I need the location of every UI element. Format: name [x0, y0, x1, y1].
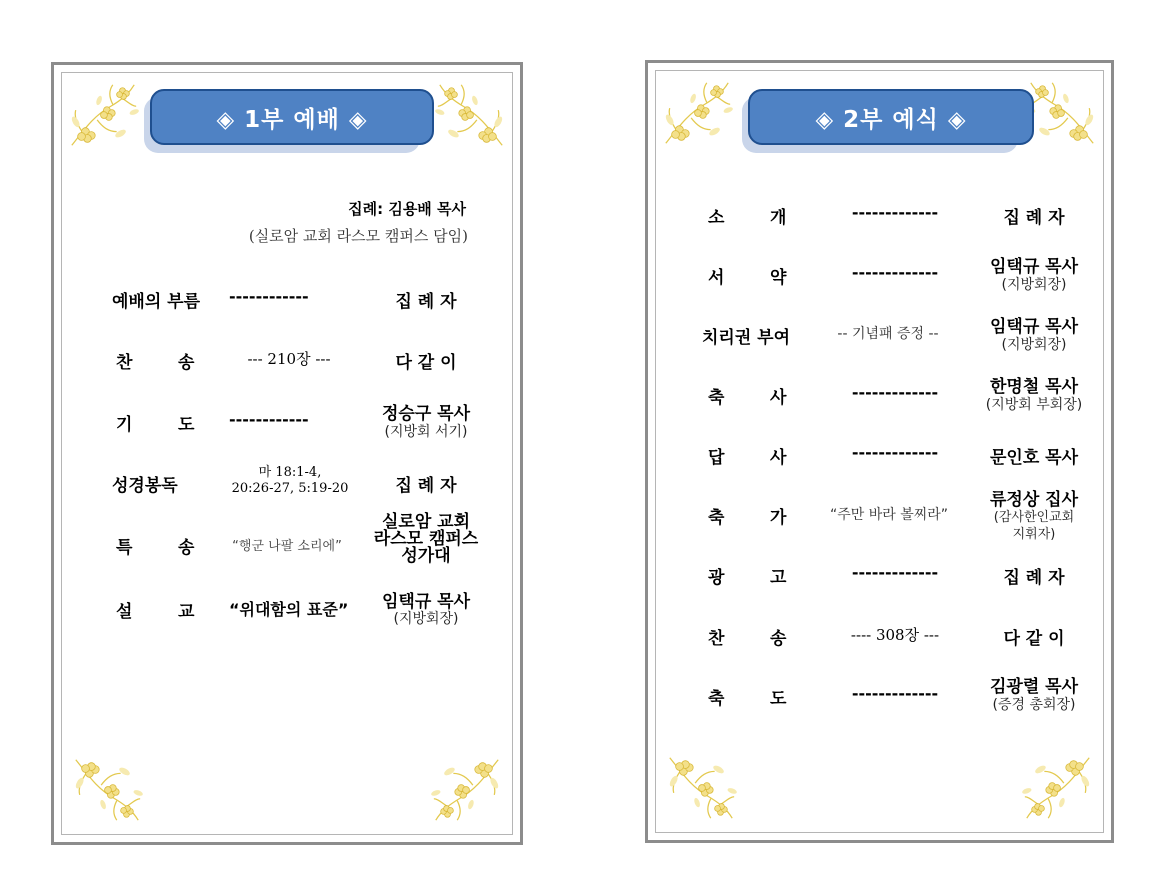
row-mid: -- 기념패 증정 --: [837, 326, 939, 342]
row-label-b: 도: [178, 415, 195, 435]
row-label: 예배의 부름: [112, 292, 201, 312]
row-label: 치리권 부여: [702, 328, 791, 348]
row-mid: “행군 나팔 소리에”: [232, 539, 342, 554]
row-sub: (지방회장): [393, 611, 459, 627]
row-sub: (지방회 서기): [384, 424, 468, 440]
row-mid: -------------: [851, 563, 939, 582]
row-right: 김광렬 목사: [989, 677, 1079, 697]
flower-flourish-icon: [428, 750, 506, 828]
row-label-a: 찬: [116, 353, 133, 373]
flower-flourish-icon: [1019, 748, 1097, 826]
row-mid: -------------: [851, 383, 939, 402]
row-label-b: 송: [178, 353, 195, 373]
row-label-a: 서: [708, 268, 725, 288]
page-title-text: ◈ 1부 예배 ◈: [216, 106, 368, 133]
row-right: 집 례 자: [1003, 568, 1065, 588]
row-sub-b: 지휘자): [1012, 527, 1056, 542]
row-mid: “위대함의 표준”: [229, 600, 349, 619]
row-label-b: 가: [770, 508, 787, 528]
officiant-line: 집례: 김용배 목사: [348, 200, 466, 218]
row-mid: ------------: [229, 287, 309, 306]
row-right: 한명철 목사: [989, 377, 1079, 397]
flower-flourish-icon: [1023, 75, 1101, 153]
row-right: 임택규 목사: [381, 592, 471, 612]
row-right: 정승구 목사: [381, 404, 471, 424]
row-right: 임택규 목사: [989, 317, 1079, 337]
row-label-a: 설: [116, 602, 133, 622]
flower-flourish-icon: [64, 77, 142, 155]
row-label-b: 교: [178, 602, 195, 622]
page-title: [150, 89, 434, 145]
row-label: 성경봉독: [112, 476, 178, 496]
row-label-a: 축: [708, 689, 725, 709]
row-mid: ------------: [229, 410, 309, 429]
row-label-a: 소: [708, 208, 725, 228]
row-label-a: 찬: [708, 629, 725, 649]
program-page-1: [51, 62, 523, 845]
flower-flourish-icon: [68, 750, 146, 828]
row-label-b: 사: [770, 448, 787, 468]
row-right: 다 같 이: [1003, 629, 1065, 649]
page-title: [748, 89, 1034, 145]
inner-frame: [61, 72, 513, 835]
row-right-c: 성가대: [401, 546, 451, 566]
row-sub-a: (감사한인교회: [993, 510, 1075, 525]
row-mid-b: 20:26-27, 5:19-20: [231, 481, 349, 496]
row-sub: (지방회 부회장): [985, 397, 1083, 413]
row-label-b: 사: [770, 388, 787, 408]
row-label-b: 약: [770, 268, 787, 288]
flower-flourish-icon: [432, 77, 510, 155]
row-right-b: 라스모 캠퍼스: [373, 529, 479, 549]
row-sub: (증경 총회장): [992, 697, 1076, 713]
row-right: 임택규 목사: [989, 257, 1079, 277]
flower-flourish-icon: [658, 75, 736, 153]
row-mid: ---- 308장 ---: [850, 626, 940, 644]
row-label-b: 송: [770, 629, 787, 649]
row-right: 다 같 이: [395, 353, 457, 373]
row-label-b: 송: [178, 538, 195, 558]
row-label-a: 축: [708, 508, 725, 528]
row-label-b: 도: [770, 689, 787, 709]
row-right: 문인호 목사: [989, 448, 1079, 468]
row-mid: “주만 바라 볼찌라”: [829, 507, 949, 523]
row-mid: -------------: [851, 203, 939, 222]
officiant-sub: (실로암 교회 라스모 캠퍼스 담임): [248, 227, 468, 245]
row-sub: (지방회장): [1001, 277, 1067, 293]
program-page-2: [645, 60, 1114, 843]
row-mid: -------------: [851, 684, 939, 703]
row-right: 집 례 자: [1003, 208, 1065, 228]
row-sub: (지방회장): [1001, 337, 1067, 353]
row-label-b: 개: [770, 208, 787, 228]
row-mid: --- 210장 ---: [247, 350, 331, 368]
row-right: 집 례 자: [395, 292, 457, 312]
row-right: 류정상 집사: [989, 490, 1079, 510]
row-label-a: 축: [708, 388, 725, 408]
row-label-a: 광: [708, 568, 725, 588]
row-right-a: 실로암 교회: [381, 512, 471, 532]
row-label-a: 기: [116, 415, 133, 435]
flower-flourish-icon: [662, 748, 740, 826]
row-label-a: 특: [116, 538, 133, 558]
row-mid: -------------: [851, 263, 939, 282]
row-mid-a: 마 18:1-4,: [258, 465, 322, 480]
row-mid: -------------: [851, 443, 939, 462]
row-label-b: 고: [770, 568, 787, 588]
row-right: 집 례 자: [395, 476, 457, 496]
row-label-a: 답: [708, 448, 725, 468]
page-title-text: ◈ 2부 예식 ◈: [815, 106, 967, 133]
